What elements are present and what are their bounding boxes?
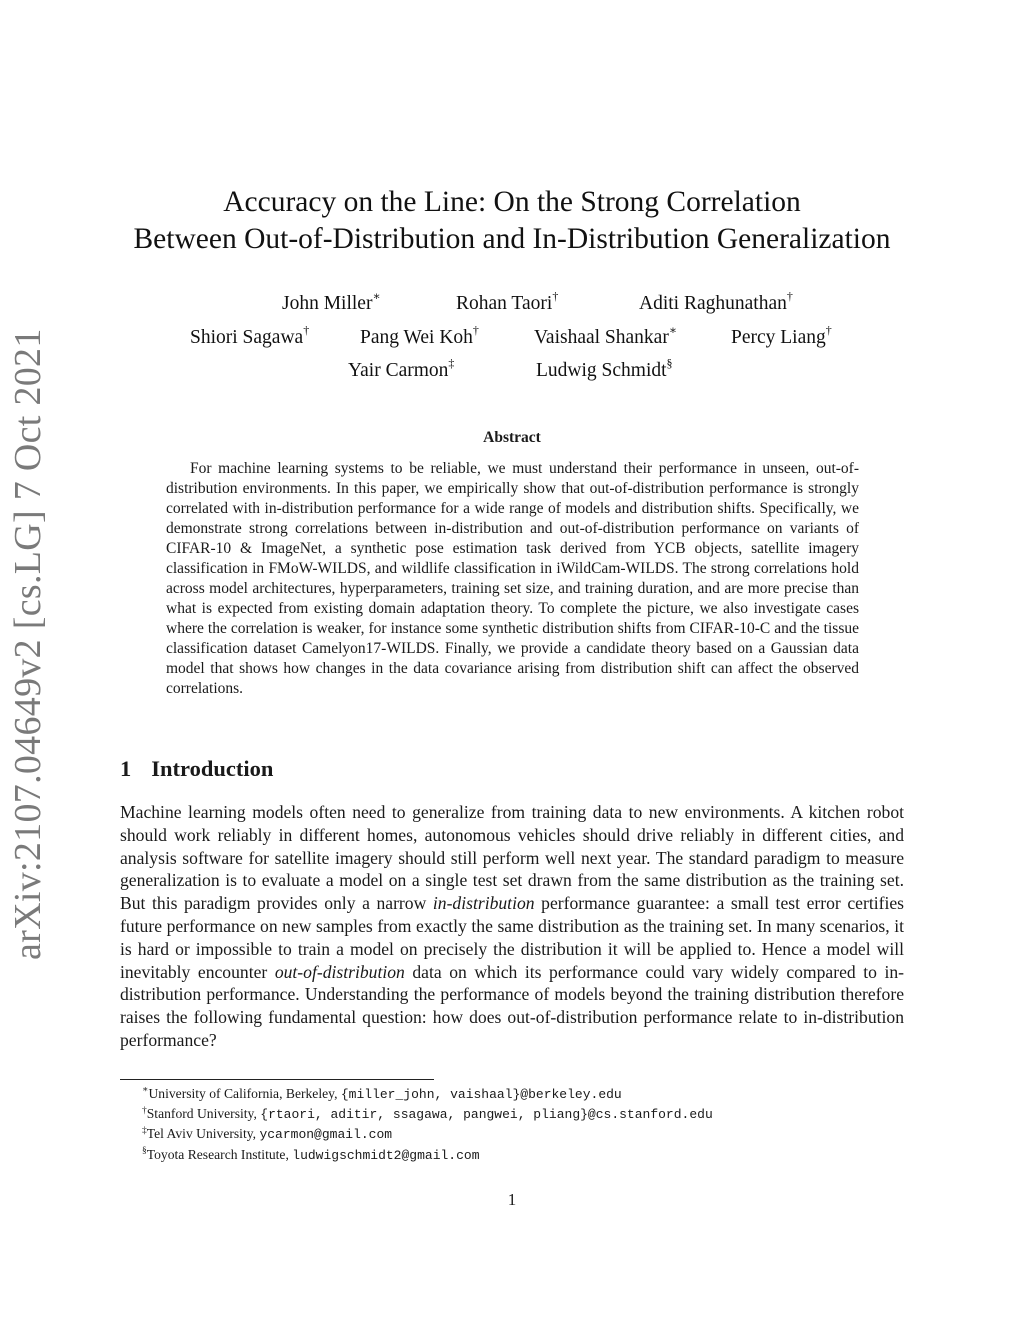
- footnote-email: ludwigschmidt2@gmail.com: [292, 1147, 480, 1163]
- section-heading-introduction: [120, 756, 273, 782]
- footnote-tel-aviv: ‡Tel Aviv University, ycarmon@gmail.com: [142, 1125, 393, 1143]
- affiliation-mark: ‡: [448, 355, 455, 370]
- affiliation-mark: §: [666, 355, 673, 370]
- abstract-heading: Abstract: [483, 429, 541, 446]
- author-ludwig-schmidt: Ludwig Schmidt§: [536, 355, 673, 381]
- author-john-miller: John Miller∗: [282, 288, 381, 314]
- affiliation-mark: †: [786, 288, 793, 303]
- emphasis-out-of-distribution: out-of-distribution: [274, 961, 405, 982]
- author-percy-liang: Percy Liang†: [731, 322, 832, 348]
- affiliation-mark: †: [825, 322, 832, 337]
- author-shiori-sagawa: Shiori Sagawa†: [190, 322, 310, 348]
- author-vaishaal-shankar: Vaishaal Shankar∗: [534, 322, 677, 348]
- author-rohan-taori: Rohan Taori†: [456, 288, 559, 314]
- author-yair-carmon: Yair Carmon‡: [348, 355, 455, 381]
- affiliation-mark: †: [303, 322, 310, 337]
- footnote-email: {miller_john, vaishaal}@berkeley.edu: [340, 1087, 622, 1102]
- paper-title-line-1: Accuracy on the Line: On the Strong Correlation: [223, 186, 801, 218]
- footnote-email: ycarmon@gmail.com: [259, 1127, 393, 1143]
- affiliation-mark: †: [472, 322, 479, 337]
- paper-title-line-2: Between Out-of-Distribution and In-Distribution Generalization: [133, 223, 891, 255]
- abstract-text: For machine learning systems to be reliable, we must understand their performance in unseen, out-of-distribution environments. In this paper, we empirically show that out-of-distribution performance is strongly correlated with in-distribution performance for a wide range of models and distribution shifts. Specifically, we demonstrate strong correlations between in-distribution and out-of-distribution performance on variants of CIFAR-10 & ImageNet, a synthetic pose estimation task derived from YCB objects, satellite imagery classification in FMoW-WILDS, and wildlife classification in iWildCam-WILDS. The strong correlations hold across model architectures, hyperparameters, training set size, and training duration, and are more precise than what is expected from existing domain adaptation theory. To complete the picture, we also investigate cases where the correlation is weaker, for instance some synthetic distribution shifts from CIFAR-10-C and the tissue classification dataset Camelyon17-WILDS. Finally, we provide a candidate theory based on a Gaussian data model that shows how changes in the data covariance arising from distribution shift can affect the observed correlations.: [166, 460, 859, 697]
- emphasis-in-distribution: in-distribution: [432, 893, 535, 914]
- section-number: 1: [120, 756, 132, 781]
- footnote-toyota: §Toyota Research Institute, ludwigschmidt2@gmail.com: [142, 1146, 480, 1163]
- footnote-stanford: †Stanford University, {rtaori, aditir, ssagawa, pangwei, pliang}@cs.stanford.edu: [142, 1105, 713, 1123]
- footnotes: [120, 1084, 904, 1165]
- author-aditi-raghunathan: Aditi Raghunathan†: [639, 288, 793, 314]
- author-pang-wei-koh: Pang Wei Koh†: [360, 322, 479, 348]
- arxiv-identifier-stamp: arXiv:2107.04649v2 [cs.LG] 7 Oct 2021: [7, 328, 49, 960]
- section-title: Introduction: [151, 756, 274, 781]
- paper-title: [120, 184, 904, 258]
- page-number: 1: [507, 1190, 517, 1209]
- introduction-paragraph: Machine learning models often need to generalize from training data to new environments. A kitchen robot should work reliably in different homes, autonomous vehicles should drive reliably in different cities, and analysis software for satellite imagery should still perform well next year. The standard paradigm to measure generalization is to evaluate a model on a single test set drawn from the same distribution as the training set. But this paradigm provides only a narrow in-distribution performance guarantee: a small test error certifies future performance on new samples from exactly the same distribution as the training set. In many scenarios, it is hard or impossible to train a model on precisely the distribution it will be applied to. Hence a model will inevitably encounter out-of-distribution data on which its performance could vary widely compared to in-distribution performance. Understanding the performance of models beyond the training distribution therefore raises the following fundamental question: how does out-of-distribution performance relate to in-distribution performance?: [120, 802, 905, 1050]
- footnote-divider: [120, 1079, 434, 1080]
- affiliation-mark: †: [552, 288, 559, 303]
- footnote-email: {rtaori, aditir, ssagawa, pangwei, pliang}@cs.stanford.edu: [260, 1107, 713, 1123]
- footnote-berkeley: ∗University of California, Berkeley, {miller_john, vaishaal}@berkeley.edu: [142, 1085, 622, 1102]
- affiliation-mark: ∗: [668, 322, 677, 337]
- affiliation-mark: ∗: [372, 288, 381, 303]
